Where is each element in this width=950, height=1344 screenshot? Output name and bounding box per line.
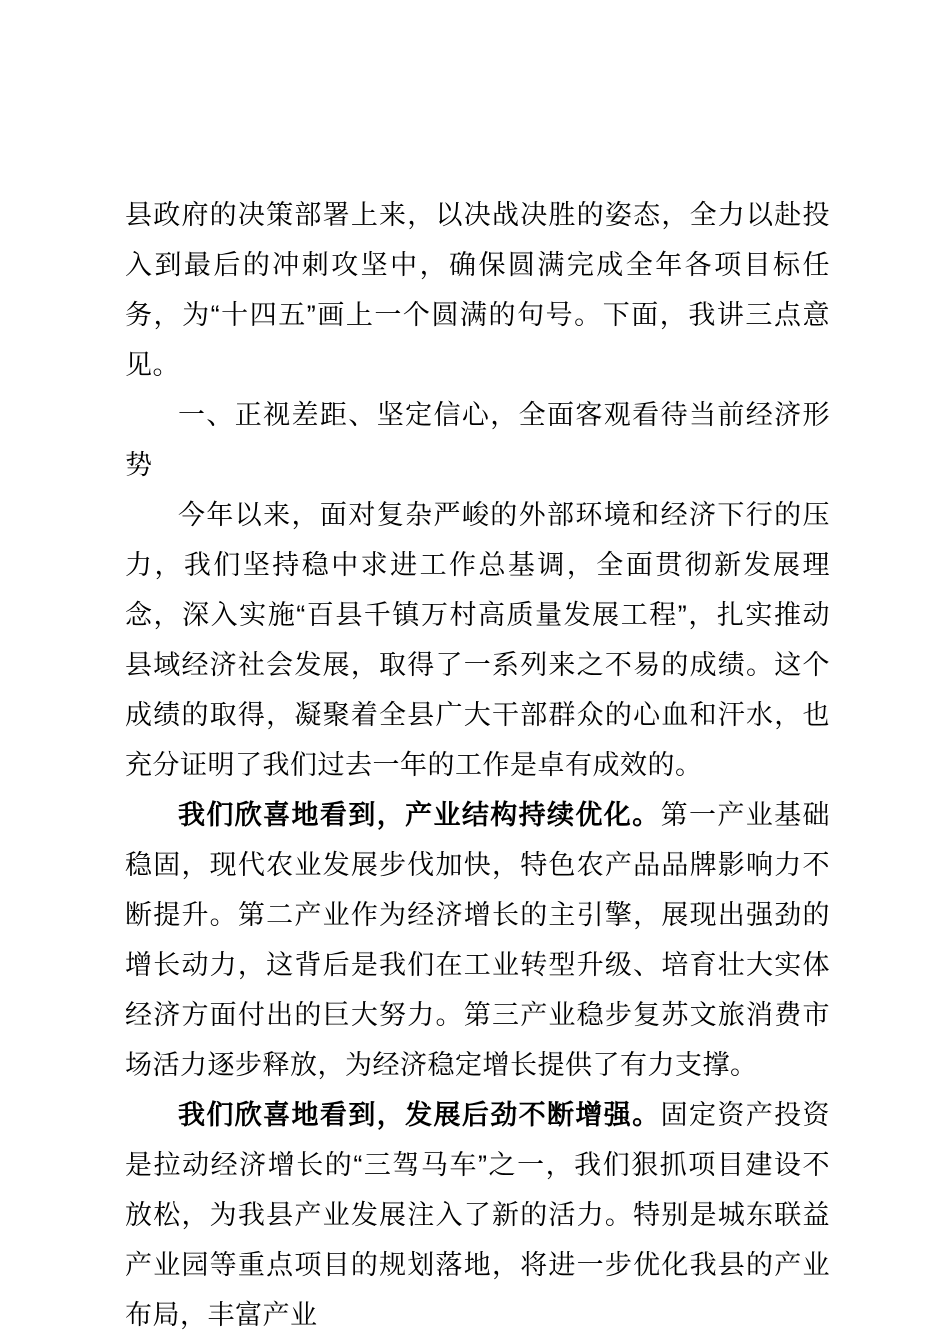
body-paragraph xyxy=(125,790,830,1090)
paragraph-text: 固定资产投资是拉动经济增长的“三驾马车”之一，我们狠抓项目建设不放松，为我县产业发展注入了新的活力。特别是城东联益产业园等重点项目的规划落地，将进一步优化我县的产业布局，丰富产业 xyxy=(125,1100,831,1330)
section-heading-text: 一、正视差距、坚定信心，全面客观看待当前经济形势 xyxy=(125,400,830,480)
bold-lead-sentence: 我们欣喜地看到，产业结构持续优化。 xyxy=(178,800,661,830)
section-heading xyxy=(125,390,830,490)
paragraph-text: 第一产业基础稳固，现代农业发展步伐加快，特色农产品品牌影响力不断提升。第二产业作为经济增长的主引擎，展现出强劲的增长动力，这背后是我们在工业转型升级、培育壮大实体经济方面付出的巨大努力。第三产业稳步复苏文旅消费市场活力逐步释放，为经济稳定增长提供了有力支撑。 xyxy=(125,800,831,1080)
continuation-paragraph xyxy=(125,190,830,390)
body-paragraph xyxy=(125,490,830,790)
paragraph-text: 今年以来，面对复杂严峻的外部环境和经济下行的压力，我们坚持稳中求进工作总基调，全面贯彻新发展理念，深入实施“百县千镇万村高质量发展工程”，扎实推动县域经济社会发展，取得了一系列来之不易的成绩。这个成绩的取得，凝聚着全县广大干部群众的心血和汗水，也充分证明了我们过去一年的工作是卓有成效的。 xyxy=(125,500,830,780)
paragraph-text: 县政府的决策部署上来，以决战决胜的姿态，全力以赴投入到最后的冲刺攻坚中，确保圆满完成全年各项目标任务，为“十四五”画上一个圆满的句号。下面，我讲三点意见。 xyxy=(125,200,830,380)
body-paragraph xyxy=(125,1090,830,1340)
bold-lead-sentence: 我们欣喜地看到，发展后劲不断增强。 xyxy=(178,1100,661,1130)
